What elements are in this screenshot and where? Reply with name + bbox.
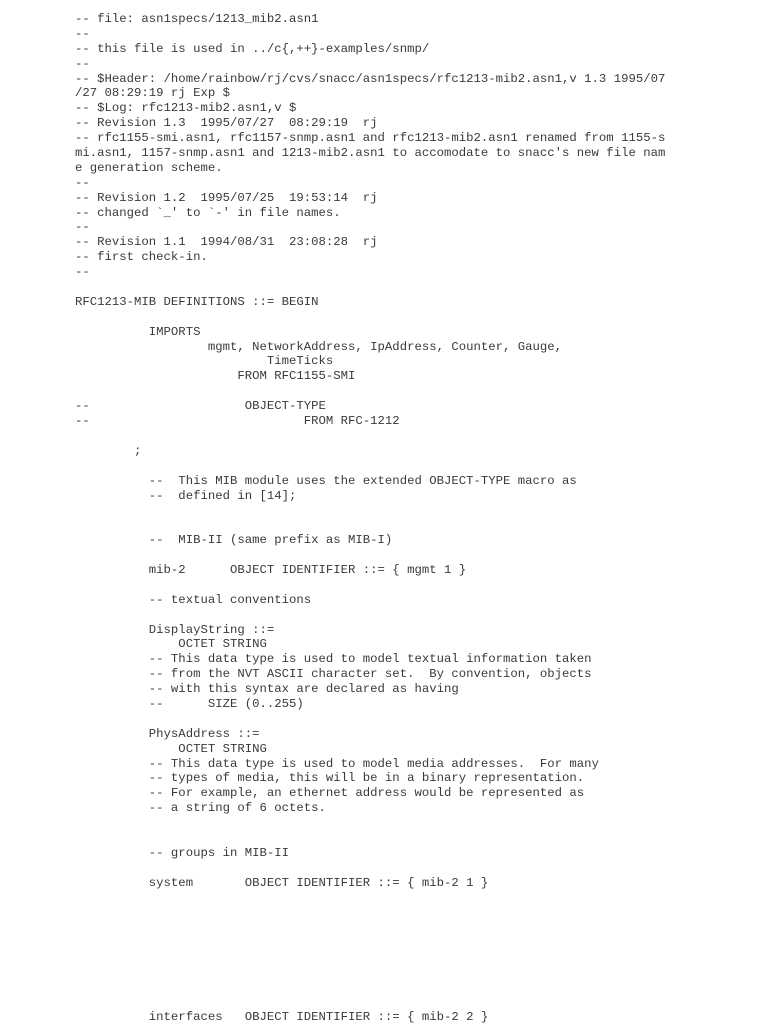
text-line: -- $Log: rfc1213-mib2.asn1,v $ xyxy=(75,101,297,116)
text-line: -- this file is used in ../c{,++}-examples/snmp/ xyxy=(75,41,430,56)
text-line xyxy=(75,831,755,846)
text-line xyxy=(75,905,755,920)
text-line: -- xyxy=(75,175,90,190)
text-line: e generation scheme. xyxy=(75,160,223,175)
text-line: -- xyxy=(75,26,90,41)
text-line xyxy=(75,548,755,563)
text-line: interfaces OBJECT IDENTIFIER ::= { mib-2 2 } xyxy=(75,1009,489,1024)
text-line xyxy=(75,608,755,623)
text-line xyxy=(75,816,755,831)
text-line: -- groups in MIB-II xyxy=(75,845,290,860)
text-line: -- $Header: /home/rainbow/rj/cvs/snacc/asn1specs/rfc1213-mib2.asn1,v 1.3 1995/07 xyxy=(75,71,666,86)
text-line: -- This data type is used to model media addresses. For many xyxy=(75,756,599,771)
text-line xyxy=(75,935,755,950)
text-line: -- first check-in. xyxy=(75,250,208,265)
text-line: -- OBJECT-TYPE xyxy=(75,399,326,414)
text-line xyxy=(75,518,755,533)
text-line: -- FROM RFC-1212 xyxy=(75,414,400,429)
text-line: -- MIB-II (same prefix as MIB-I) xyxy=(75,533,393,548)
text-line: -- xyxy=(75,265,90,280)
text-line: -- For example, an ethernet address would be represented as xyxy=(75,786,585,801)
text-line xyxy=(75,459,755,474)
text-line: IMPORTS xyxy=(75,324,201,339)
text-line xyxy=(75,920,755,935)
text-line: PhysAddress ::= xyxy=(75,726,260,741)
text-line: /27 08:29:19 rj Exp $ xyxy=(75,86,230,101)
text-line: -- textual conventions xyxy=(75,592,312,607)
text-line: -- Revision 1.1 1994/08/31 23:08:28 rj xyxy=(75,235,378,250)
text-line: TimeTicks xyxy=(75,354,334,369)
text-line: -- xyxy=(75,220,90,235)
text-line: OCTET STRING xyxy=(75,637,267,652)
text-line: -- rfc1155-smi.asn1, rfc1157-snmp.asn1 and rfc1213-mib2.asn1 renamed from 1155-s xyxy=(75,131,666,146)
text-line: -- with this syntax are declared as having xyxy=(75,682,459,697)
text-line: mgmt, NetworkAddress, IpAddress, Counter, Gauge, xyxy=(75,339,563,354)
text-line: OCTET STRING xyxy=(75,741,267,756)
text-line xyxy=(75,965,755,980)
text-line xyxy=(75,503,755,518)
text-line: DisplayString ::= xyxy=(75,622,275,637)
text-line: -- SIZE (0..255) xyxy=(75,696,304,711)
text-line xyxy=(75,891,755,906)
text-line: RFC1213-MIB DEFINITIONS ::= BEGIN xyxy=(75,294,319,309)
text-line xyxy=(75,980,755,995)
text-line: -- xyxy=(75,56,90,71)
text-line: -- a string of 6 octets. xyxy=(75,801,326,816)
text-line xyxy=(75,384,755,399)
text-line xyxy=(75,429,755,444)
document-page xyxy=(75,12,755,1025)
text-line: FROM RFC1155-SMI xyxy=(75,369,356,384)
text-line: -- types of media, this will be in a binary representation. xyxy=(75,771,585,786)
text-line xyxy=(75,712,755,727)
text-line xyxy=(75,310,755,325)
text-line: -- Revision 1.3 1995/07/27 08:29:19 rj xyxy=(75,116,378,131)
text-line: -- This MIB module uses the extended OBJECT-TYPE macro as xyxy=(75,473,577,488)
text-line: mib-2 OBJECT IDENTIFIER ::= { mgmt 1 } xyxy=(75,562,467,577)
text-line: -- This data type is used to model textual information taken xyxy=(75,652,592,667)
text-line xyxy=(75,950,755,965)
text-line: -- Revision 1.2 1995/07/25 19:53:14 rj xyxy=(75,190,378,205)
text-line xyxy=(75,995,755,1010)
text-line: -- defined in [14]; xyxy=(75,488,297,503)
text-line xyxy=(75,861,755,876)
text-line: -- changed `_' to `-' in file names. xyxy=(75,205,341,220)
text-line xyxy=(75,280,755,295)
text-line: mi.asn1, 1157-snmp.asn1 and 1213-mib2.asn1 to accomodate to snacc's new file nam xyxy=(75,146,666,161)
text-line: -- file: asn1specs/1213_mib2.asn1 xyxy=(75,12,319,26)
text-line: system OBJECT IDENTIFIER ::= { mib-2 1 } xyxy=(75,875,489,890)
text-line: -- from the NVT ASCII character set. By convention, objects xyxy=(75,667,592,682)
text-line xyxy=(75,578,755,593)
text-line: ; xyxy=(75,443,142,458)
